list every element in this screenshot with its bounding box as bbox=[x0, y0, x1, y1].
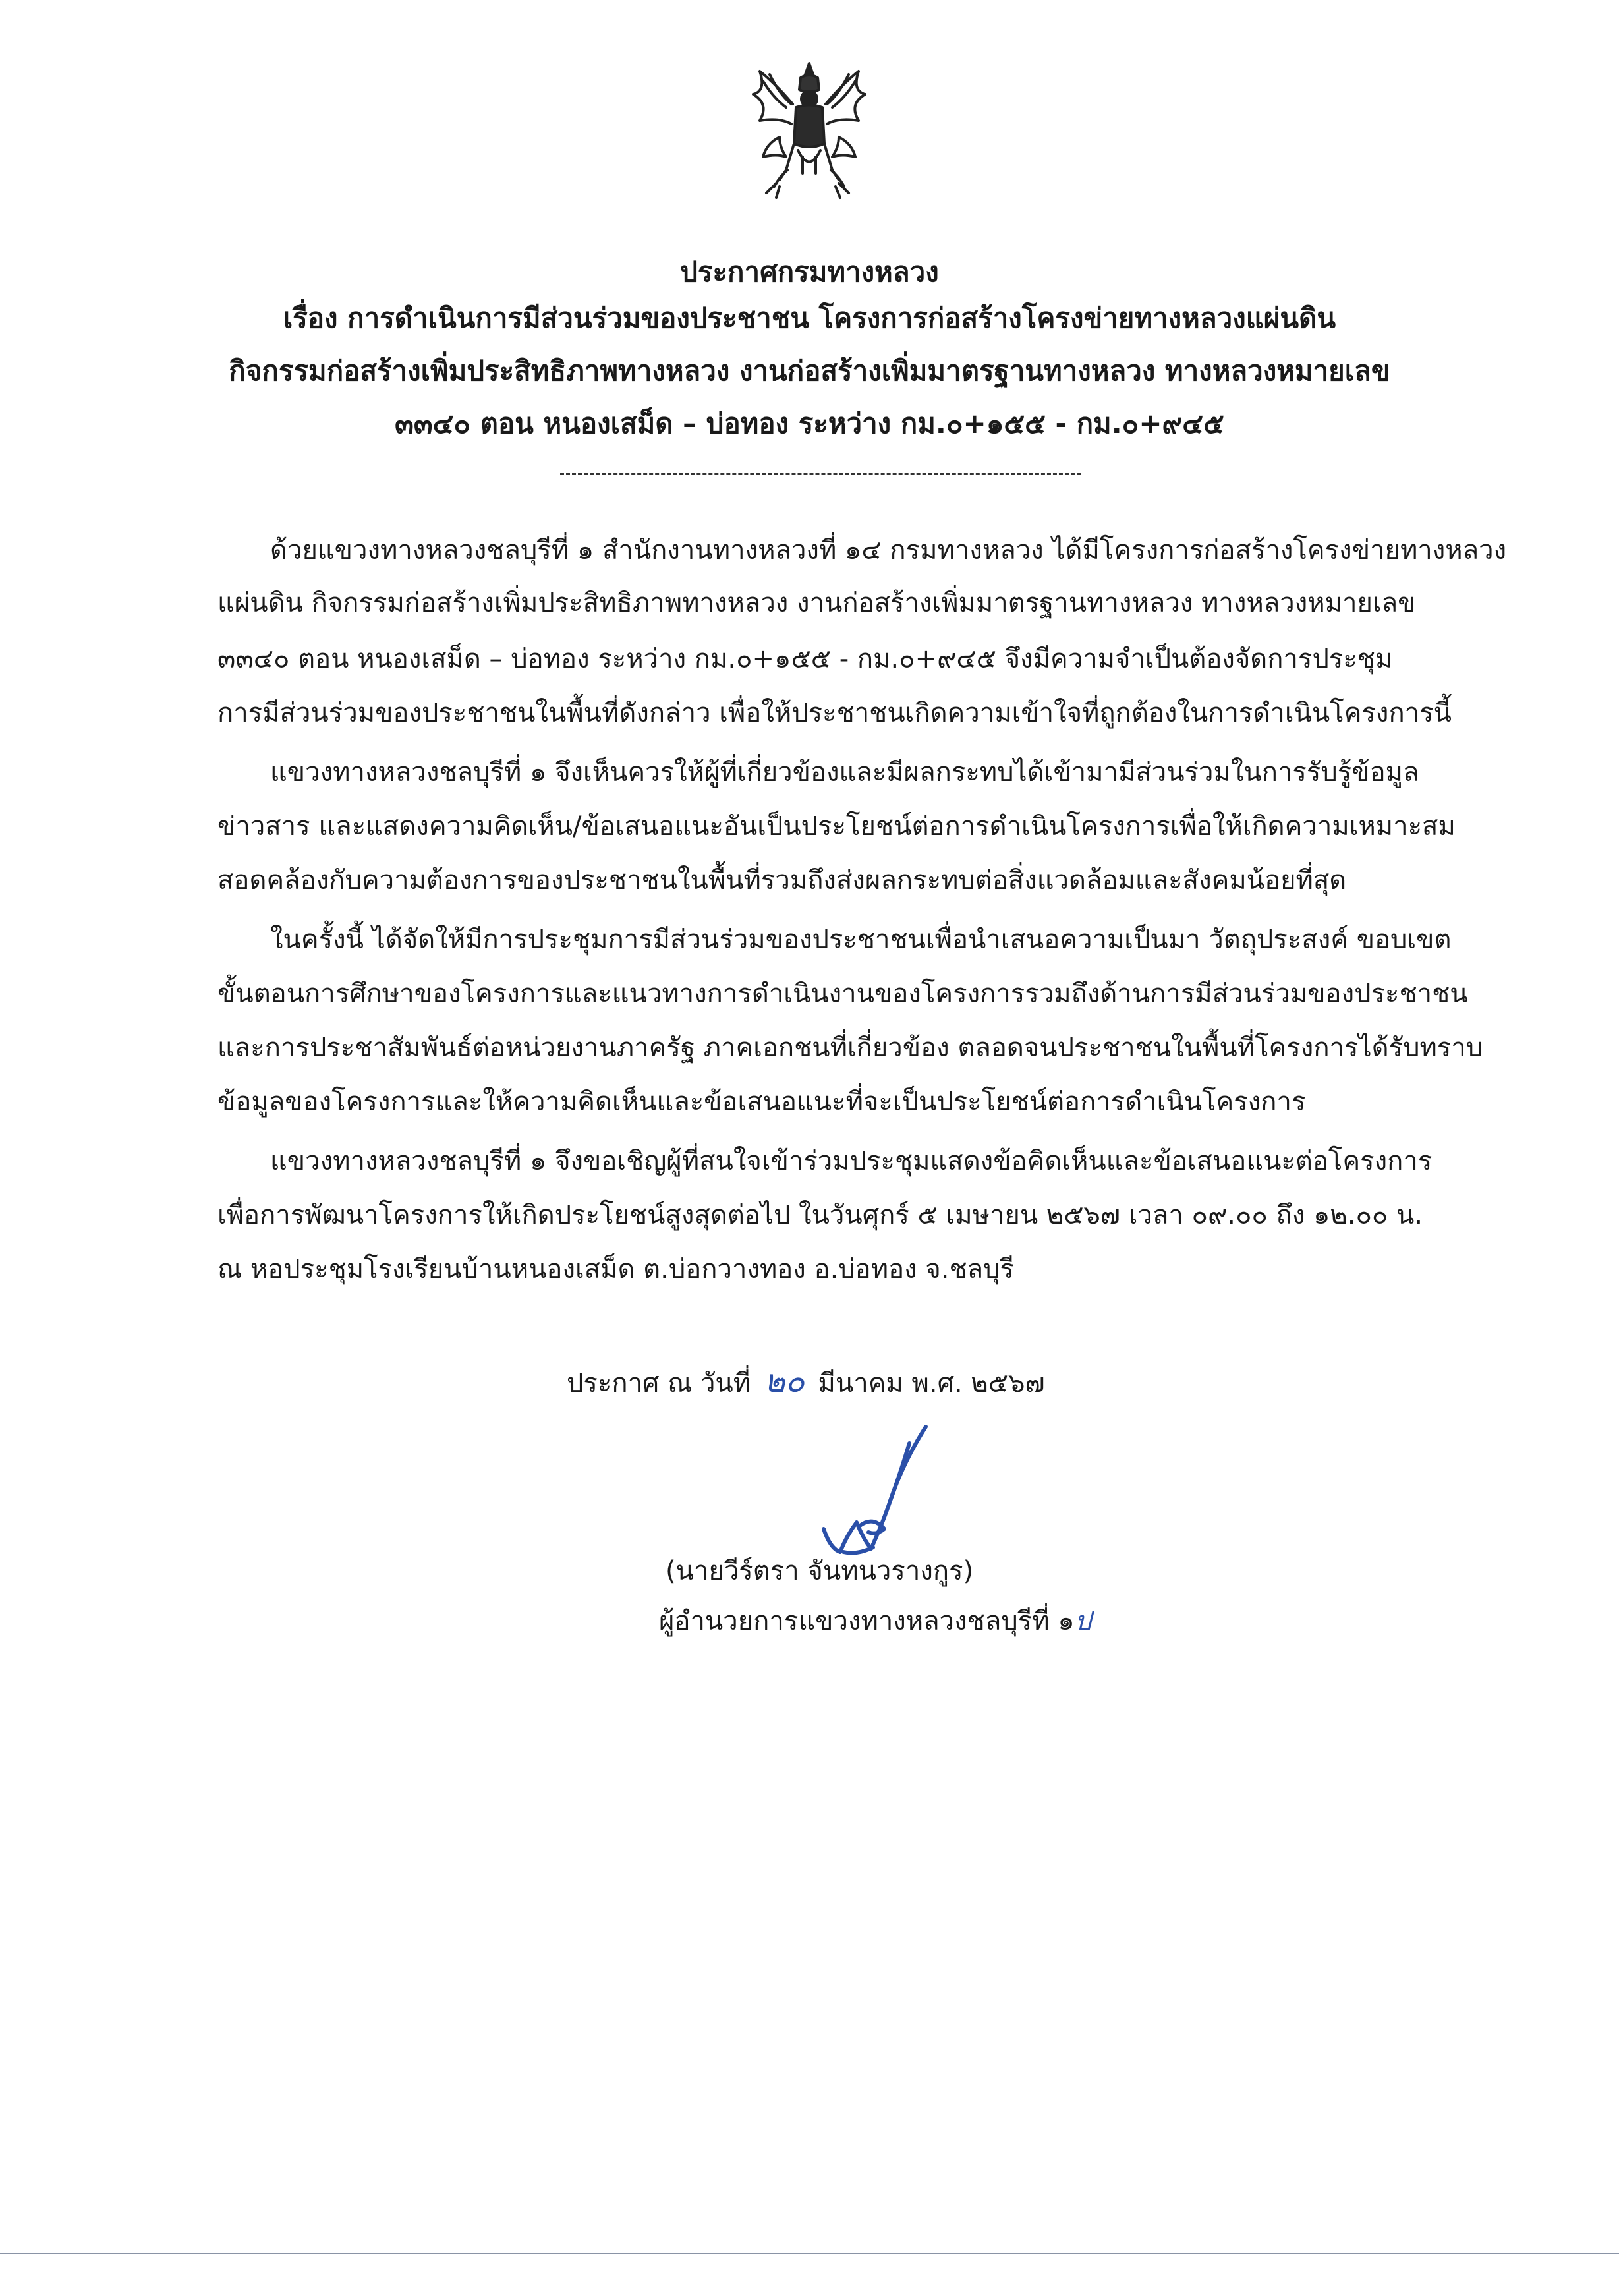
body-line: ณ หอประชุมโรงเรียนบ้านหนองเสม็ด ต.บ่อกวางทอง อ.บ่อทอง จ.ชลบุรี bbox=[217, 1254, 1015, 1284]
body-line: แขวงทางหลวงชลบุรีที่ ๑ จึงขอเชิญผู้ที่สนใจเข้าร่วมประชุมแสดงข้อคิดเห็นและข้อเสนอแนะต่อโครงการ bbox=[270, 1146, 1433, 1176]
signer-position bbox=[659, 1601, 1091, 1641]
header-divider bbox=[560, 473, 1081, 475]
page-bottom-rule bbox=[0, 2253, 1619, 2254]
body-line: ข้อมูลของโครงการและให้ความคิดเห็นและข้อเสนอแนะที่จะเป็นประโยชน์ต่อการดำเนินโครงการ bbox=[217, 1087, 1306, 1117]
signer-name: (นายวีร์ตรา จันทนวรางกูร) bbox=[666, 1556, 974, 1586]
date-day-handwritten: ๒๐ bbox=[764, 1363, 805, 1400]
body-line: แผ่นดิน กิจกรรมก่อสร้างเพิ่มประสิทธิภาพทางหลวง งานก่อสร้างเพิ่มมาตรฐานทางหลวง ทางหลวงหมายเลข bbox=[217, 588, 1416, 618]
announcement-title: ประกาศกรมทางหลวง bbox=[680, 256, 939, 288]
body-line: ข่าวสาร และแสดงความคิดเห็น/ข้อเสนอแนะอันเป็นประโยชน์ต่อการดำเนินโครงการเพื่อให้เกิดความเหมาะสม bbox=[217, 811, 1456, 842]
date-suffix: มีนาคม พ.ศ. ๒๕๖๗ bbox=[818, 1368, 1045, 1398]
subject-line-1: เรื่อง การดำเนินการมีส่วนร่วมของประชาชน โครงการก่อสร้างโครงข่ายทางหลวงแผ่นดิน bbox=[283, 302, 1336, 334]
body-line: สอดคล้องกับความต้องการของประชาชนในพื้นที่รวมถึงส่งผลกระทบต่อสิ่งแวดล้อมและสังคมน้อยที่สุด bbox=[217, 865, 1347, 896]
subject-line-3: ๓๓๔๐ ตอน หนองเสม็ด – บ่อทอง ระหว่าง กม.๐+๑๕๕ - กม.๐+๙๔๕ bbox=[395, 407, 1224, 440]
handwritten-mark: ป bbox=[1074, 1606, 1092, 1636]
body-line: ในครั้งนี้ ได้จัดให้มีการประชุมการมีส่วนร่วมของประชาชนเพื่อนำเสนอความเป็นมา วัตถุประสงค์ ขอบเขต bbox=[270, 925, 1452, 955]
announcement-date bbox=[567, 1362, 1045, 1403]
body-line: ๓๓๔๐ ตอน หนองเสม็ด – บ่อทอง ระหว่าง กม.๐+๑๕๕ - กม.๐+๙๔๕ จึงมีความจำเป็นต้องจัดการประชุม bbox=[217, 644, 1393, 674]
signer-position-text: ผู้อำนวยการแขวงทางหลวงชลบุรีที่ ๑ bbox=[659, 1606, 1075, 1636]
body-line: แขวงทางหลวงชลบุรีที่ ๑ จึงเห็นควรให้ผู้ที่เกี่ยวข้องและมีผลกระทบได้เข้ามามีส่วนร่วมในการรับรู้ข้อมูล bbox=[270, 757, 1419, 788]
body-line: การมีส่วนร่วมของประชาชนในพื้นที่ดังกล่าว เพื่อให้ประชาชนเกิดความเข้าใจที่ถูกต้องในการดำเนินโครงการนี้ bbox=[217, 698, 1452, 728]
body-line: และการประชาสัมพันธ์ต่อหน่วยงานภาครัฐ ภาคเอกชนที่เกี่ยวข้อง ตลอดจนประชาชนในพื้นที่โครงการได้รับทราบ bbox=[217, 1033, 1483, 1063]
body-line: ด้วยแขวงทางหลวงชลบุรีที่ ๑ สำนักงานทางหลวงที่ ๑๔ กรมทางหลวง ได้มีโครงการก่อสร้างโครงข่ายทางหลวง bbox=[270, 535, 1507, 565]
body-line: เพื่อการพัฒนาโครงการให้เกิดประโยชน์สูงสุดต่อไป ในวันศุกร์ ๕ เมษายน ๒๕๖๗ เวลา ๐๙.๐๐ ถึง ๑๒.๐๐ น. bbox=[217, 1200, 1423, 1230]
date-prefix: ประกาศ ณ วันที่ bbox=[567, 1368, 751, 1398]
subject-line-2: กิจกรรมก่อสร้างเพิ่มประสิทธิภาพทางหลวง งานก่อสร้างเพิ่มมาตรฐานทางหลวง ทางหลวงหมายเลข bbox=[229, 355, 1390, 387]
garuda-emblem-icon bbox=[740, 58, 878, 203]
body-line: ขั้นตอนการศึกษาของโครงการและแนวทางการดำเนินงานของโครงการรวมถึงด้านการมีส่วนร่วมของประชาชน bbox=[217, 979, 1468, 1009]
